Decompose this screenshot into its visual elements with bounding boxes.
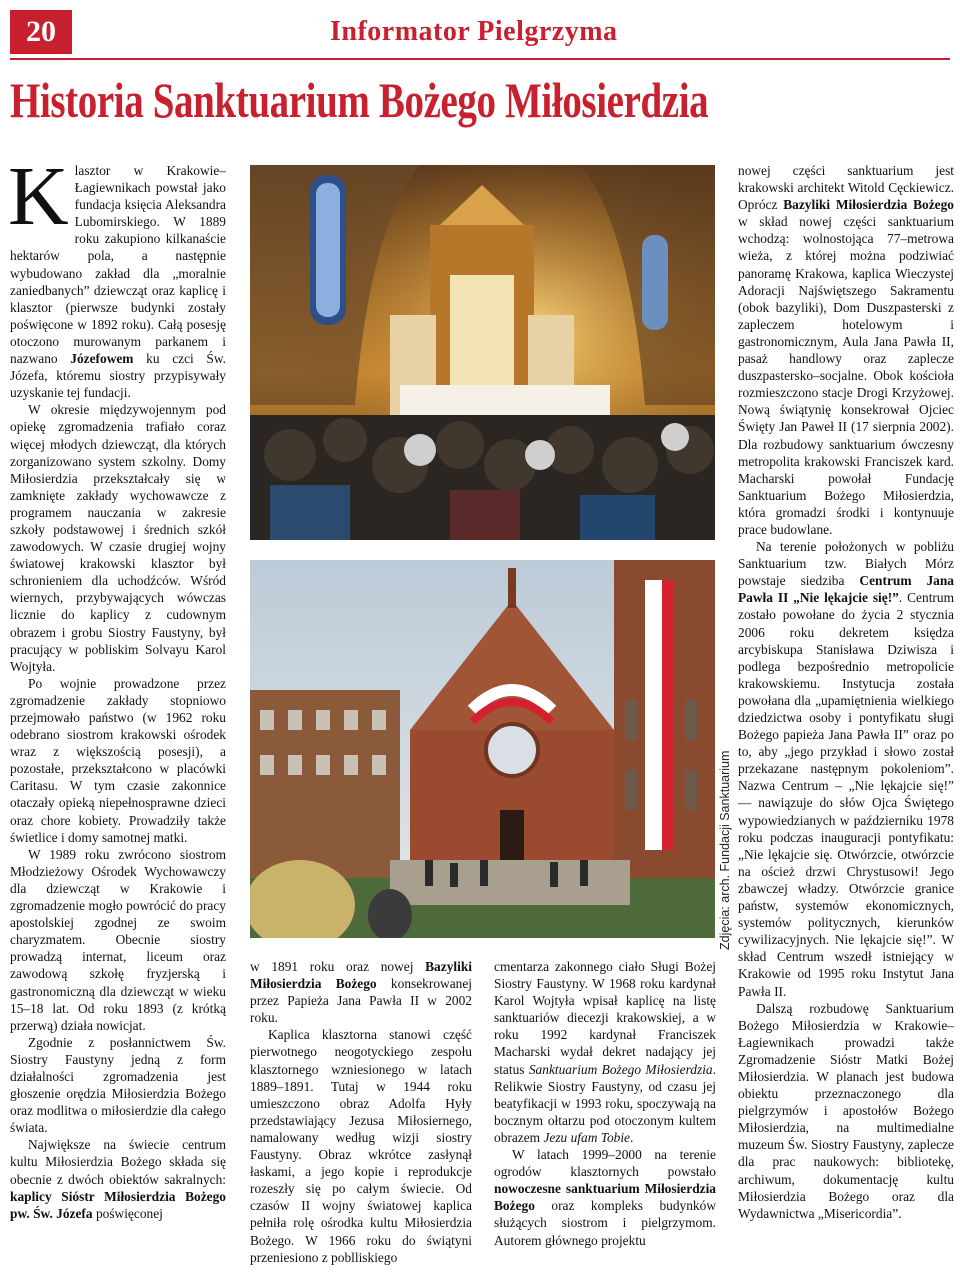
paragraph: nowej części sanktuarium jest krakowski architekt Witold Cęckiewicz. Oprócz Bazyliki Miłosierdzia Bożego w skład nowej części sanktuarium wchodzą: wolnostojąca 77–metrowa wieża, z której można podziwiać panoramę Krakowa, kaplica Wieczystej Adoracji Najświętszego Sakramentu (obok bazyliki), Dom Duszpasterski z zapleczem hotelowym i gastronomicznym, Aula Jana Pawła II, pasaż handlowy oraz zaplecze duszpastersko–socjalne. Obok kościoła rozmieszczono stacje Drogi Krzyżowej. Nową świątynię konsekrował Ojciec Święty Jan Paweł II (17 sierpnia 2002). Dla rozbudowy sanktuarium ówczesny metropolita krakowski Franciszek kard. Macharski powołał Fundację Sanktuarium Bożego Miłosierdzia, która gromadzi środki i kontynuuje prace budowlane. <box>738 163 954 537</box>
photo-credit: Zdjęcia: arch. Fundacji Sanktuarium <box>718 750 732 950</box>
chapel-interior-photo <box>250 165 715 540</box>
article-column-3 <box>494 958 716 1249</box>
paragraph: Klasztor w Krakowie–Łagiewnikach powstał jako fundacja księcia Aleksandra Lubomirskiego. W 1889 roku zakupiono kilkanaście hektarów pola, a następnie wybudowano zakład dla „moralnie zaniedbanych” dziewcząt oraz kaplicę i klasztor (pierwsze budynki zostały poświęcone w 1892 roku). Całą posesję otoczono murowanym parkanem i nazwano Józefowem ku czci Św. Józefa, któremu siostry przypisywały uzyskanie tej fundacji. <box>8 150 226 401</box>
church-exterior-photo <box>250 560 715 938</box>
paragraph: W 1989 roku zwrócono siostrom Młodzieżowy Ośrodek Wychowawczy dla dziewcząt w Krakowie i zgromadzenie mogło powrócić do pracy apostolskiej zgodnej ze swoim charyzmatem. Obecnie siostry prowadzą internat, liceum oraz zawodową szkołę fryzjerską i gastronomiczną dla dziewcząt w wieku 15–18 lat. Od roku 1893 (z krótką przerwą) działa nowicjat. <box>10 846 226 1033</box>
drop-cap: K <box>8 150 69 243</box>
paragraph: W latach 1999–2000 na terenie ogrodów klasztornych powstało nowoczesne sanktuarium Miłosierdzia Bożego oraz kompleks budynków służących siostrom i pielgrzymom. Autorem głównego projektu <box>494 1147 716 1248</box>
paragraph: W okresie międzywojennym pod opiekę zgromadzenia trafiało coraz więcej młodych dziewcząt, dla których zorganizowano system szkolny. Domy Miłosierdzia przekształcały się w zamknięte zakłady wychowawcze z programem nauczania w zakresie szkoły podstawowej i średnich szkół zawodowych. W czasie drugiej wojny światowej krakowski klasztor był schronieniem dla uchodźców. Wśród wiernych, przybywających wówczas licznie do kaplicy z cudownym obrazem i grobu Siostry Faustyny, był pracujący w pobliskim Solvayu Karol Wojtyła. <box>10 402 226 674</box>
article-column-4 <box>738 162 954 1222</box>
article-column-2 <box>250 958 472 1266</box>
article-column-1 <box>8 150 226 1222</box>
paragraph: Kaplica klasztorna stanowi część pierwotnego neogotyckiego zespołu klasztornego wzniesionego w latach 1889–1891. Tutaj w 1944 roku umieszczono obraz Adolfa Hyły przedstawiający Jezusa Miłosiernego, namalowany według wizji siostry Faustyny. Obraz wkrótce zasłynął łaskami, a jego kopie i reprodukcje rozeszły się po całym świecie. Od czasów II wojny światowej kaplica pełniła rolę ośrodka kultu Miłosierdzia Bożego. W 1966 roku do świątyni przeniesiono z poblliskiego <box>250 1027 472 1265</box>
paragraph: Największe na świecie centrum kultu Miłosierdzia Bożego składa się obecnie z dwóch obiektów sakralnych: kaplicy Sióstr Miłosierdzia Bożego pw. Św. Józefa poświęconej <box>10 1137 226 1221</box>
page-number: 20 <box>10 10 72 54</box>
paragraph: Zgodnie z posłannictwem Św. Siostry Faustyny jedną z form działalności zgromadzenia jest głoszenie orędzia Miłosierdzia Bożego oraz modlitwa o miłosierdzie dla całego świata. <box>10 1034 226 1136</box>
paragraph: Po wojnie prowadzone przez zgromadzenie zakłady stopniowo przejmowało państwo (w 1962 roku odebrano siostrom krakowski ośrodek wraz z większością posesji), a pozostałe, przekształcono w placówki Caritasu. W tym czasie zakonnice otaczały opieką niepełnosprawne dzieci oraz chore kobiety. Prowadziły także świetlice i domy samotnej matki. <box>10 675 226 845</box>
paragraph: w 1891 roku oraz nowej Bazyliki Miłosierdzia Bożego konsekrowanej przez Papieża Jana Pawła II w 2002 roku. <box>250 959 472 1026</box>
paragraph: Dalszą rozbudowę Sanktuarium Bożego Miłosierdzia w Krakowie–Łagiewnikach prowadzi także Zgromadzenie Sióstr Matki Bożej Miłosierdzia. W planach jest budowa obiektu przeznaczonego dla pielgrzymów i apostołów Bożego Miłosierdzia, na multimedialne muzeum Św. Siostry Faustyny, zaplecze dla prac naukowych: bibliotekę, archiwum, dokumentację kultu Miłosierdzia Bożego oraz dla Wydawnictwa „Misericordia”. <box>738 1000 954 1221</box>
article-headline: Historia Sanktuarium Bożego Miłosierdzia <box>10 72 709 128</box>
paragraph: Na terenie położonych w pobliżu Sanktuarium tzw. Białych Mórz powstaje siedziba Centrum Jana Pawła II „Nie lękajcie się!”. Centrum zostało powołane do życia 2 stycznia 2006 roku dekretem księdza arcybiskupa Stanisława Dziwisza i podlega bezpośrednio metropolicie krakowskiemu. Instytucja została powołana dla „upamiętnienia wielkiego dziedzictwa osoby i pontyfikatu sługi Bożego papieża Jana Pawła II” oraz po to, aby „jego przykład i słowo został przekazane następnym pokoleniom”. Nazwa Centrum – „Nie lękajcie się!” — nawiązuje do słów Ojca Świętego wypowiedzianych w październiku 1978 roku podczas inauguracji pontyfikatu: „Nie lękajcie się. Otwórzcie, otwórzcie na oścież drzwi Chrystusowi! Jego zbawczej władzy. Otwórzcie granice państw, systemów ekonomicznych, systemów politycznych, kierunków cywilizacyjnych. Nie lękajcie się!”. W skład Centrum wszedł istniejący w Krakowie od 1995 roku Instytut Jana Pawła II. <box>738 539 954 999</box>
paragraph: cmentarza zakonnego ciało Sługi Bożej Siostry Faustyny. W 1968 roku kardynał Karol Wojtyła wpisał kaplicę na listę sanktuariów diecezji krakowskiej, a w roku 1992 kardynał Franciszek Macharski wydał dekret nadający jej status Sanktuarium Bożego Miłosierdzia. Relikwie Siostry Faustyny, od czasu jej beatyfikacji w 1993 roku, spoczywają na bocznym ołtarzu pod otoczonym kultem obrazem Jezu ufam Tobie. <box>494 959 716 1145</box>
header-rule <box>10 58 950 60</box>
magazine-title: Informator Pielgrzyma <box>330 16 618 47</box>
